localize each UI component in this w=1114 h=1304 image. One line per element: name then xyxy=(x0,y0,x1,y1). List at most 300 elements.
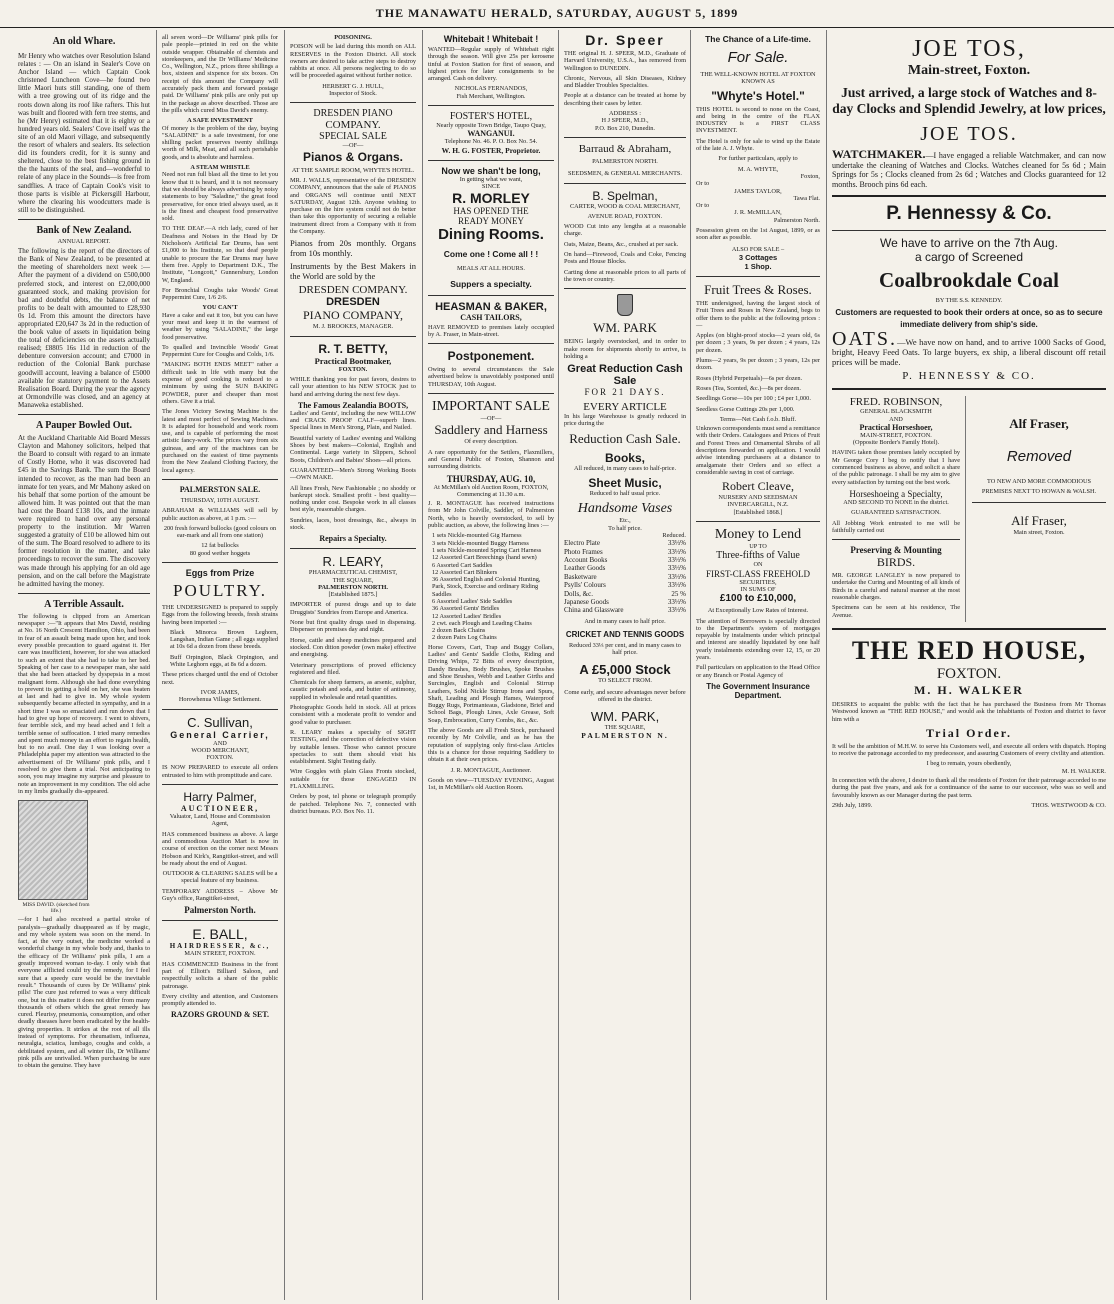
ad-text: It will be the ambition of M.H.W. to serve his Customers well, and execute all orders with dispatch. Hoping to receive the patronage accorded to my predecessor, and assuring Customers of every civility and attention. xyxy=(832,742,1106,758)
signature: M. H. WALKER. xyxy=(1061,767,1106,775)
list-item: 6 Assorted Ladies' Side Saddles xyxy=(432,597,513,605)
ad-text: DESIRES to acquaint the public with the fact that he has purchased the Business from Mr Thomas Westwood known as "THE RED HOUSE," and would ask the inhabitants of Foxton and district to favor him with a xyxy=(832,700,1106,723)
ad-heading: Come one ! Come all ! ! xyxy=(443,249,539,260)
ad-text: Instruments by the Best Makers in the World are sold by the xyxy=(290,261,416,282)
list-item: 12 Assorted Cart Breechings (hand sewn) xyxy=(432,554,537,562)
ad-heading: FIRST-CLASS FREEHOLD xyxy=(706,568,810,579)
ad-heading: Dining Rooms. xyxy=(438,226,544,244)
ad-text: Owing to several circumstances the Sale advertised below is unavoidably postponed until THURSDAY, 10th August. xyxy=(428,366,554,388)
ad-text: Orders by post, tel phone or telegraph promptly de patched. Telephone No. 7, connected with district bureaus. P.O. Box No. 11. xyxy=(290,793,416,815)
ad-subheading: THURSDAY, 10TH AUGUST. xyxy=(180,496,260,504)
ad-text: TO SELECT FROM. xyxy=(598,676,652,684)
ad-text: The above Goods are all Fresh Stock, purchased recently by Mr Colville, and as he has the reputation of supplying only first-class Articles this is a chance for those requiring Saddlery to obtain it at their own prices. xyxy=(428,727,554,764)
signature: IVOR JAMES, xyxy=(200,688,240,696)
ad-text: 80 good wether hoggets xyxy=(189,549,251,557)
ad-text: 12 fat bullocks xyxy=(201,542,239,550)
ad-heading: Reduction Cash Sale. xyxy=(569,430,681,446)
ad-heading: W. H. G. FOSTER, Proprietor. xyxy=(441,145,541,155)
article-text: Mr Henry who watches over Resolution Island relates : — On an island in Sealer's Cove on Anchor Island — which Captain Cook christened Luncheon Cove—he found two little Maori huts still standing, one of them with a tree growing out of its ridge and the roots down along its roof like rafters. This hut was built and floored with fern tree stems, and he (Mr Henry) estimated that it is eighty or a hundred years old. Sealers' Cove itself was the site of an old Maori village, and subsequently the resort of whalers and sealers. Its selection did its founders credit, for it is sunny and sheltered, close to the best fishing ground in the the haunts of the seal, and—wonderful to relate of any place in the Sounds—is free from sandflies. A trace of Captain Cook's visit to those parts is visible at Pickersgill Harbour, where the clearing his woodcutters made is still to be distinguished. xyxy=(18,52,150,214)
ad-text: WOOD MERCHANT, xyxy=(191,746,249,754)
ad-heading: Harry Palmer, xyxy=(183,790,257,805)
ad-text: —I have engaged a reliable Watchmaker, and can now undertake the cleaning of Watches and Clocks. Watches cleaned for 5s 6d ; Main Springs for 5s ; Clocks cleaned from 2s 6d ; Watches and Clocks guaranteed for 12 months. Brooch pins 6d each. xyxy=(832,151,1106,189)
ad-heading: DRESDEN xyxy=(326,296,380,309)
ad-text: IMPORTER of purest drugs and up to date Druggists' Sundries from Europe and America. xyxy=(290,601,416,616)
ad-text: Foxton, xyxy=(800,172,820,180)
ad-text: J. R. MONTAGUE has received instructions from Mr John Colville, Saddler, of Palmerston North, who is heavily overstocked, to sell by public auction, as above, the following lines :— xyxy=(428,500,554,530)
ad-text: MEALS AT ALL HOURS. xyxy=(457,265,525,273)
ad-heading: CRICKET AND TENNIS GOODS xyxy=(565,630,685,640)
signature: Inspector of Stock. xyxy=(329,90,377,98)
ad-text: IS NOW PREPARED to execute all orders entrusted to him with promptitude and care. xyxy=(162,764,278,779)
ad-heading: Alf Fraser, xyxy=(1009,416,1069,432)
ad-heading: The Government Insurance Department. xyxy=(706,681,810,700)
ad-heading: FOSTER'S HOTEL, xyxy=(449,111,533,123)
ad-text: WOOD Cut into any lengths at a reasonable charge. xyxy=(564,223,686,238)
ad-text: The Hotel is only for sale to wind up the Estate of the late A. J. Whyte. xyxy=(696,137,820,153)
ad-text: CARTER, WOOD & COAL MERCHANT, xyxy=(569,202,681,210)
article-heading: A Pauper Bowled Out. xyxy=(36,420,132,432)
ad-heading: HEASMAN & BAKER, xyxy=(435,300,547,313)
ad-text: Roses (Hybrid Perpetuals)—6s per dozen. xyxy=(696,374,803,382)
ad-text: Specimens can be seen at his residence, The Avenue. xyxy=(832,604,960,619)
ad-heading: Barraud & Abraham, xyxy=(578,142,672,155)
ad-text: Buff Orpington, Black Orpington, and White Leghorn eggs, at 8s 6d a dozen. xyxy=(170,653,278,669)
ad-text: UP TO xyxy=(749,543,767,551)
ad-text: All lines Fresh, New Fashionable ; no shoddy or bankrupt stock. Smallest profit - best quality—nothing under cost. Bespoke work in all classes best style, reasonable charges. xyxy=(290,484,416,514)
notice-heading: POISONING. xyxy=(334,34,372,41)
ad-heading: Alf Fraser, xyxy=(1011,513,1067,529)
table-row: Basketware 33⅓% xyxy=(564,572,686,581)
ad-heading: Money to Lend xyxy=(714,527,802,543)
ad-text: Seedless Gorse Cuttings 20s per 1,000. xyxy=(696,405,795,413)
ad-heading: "Whyte's Hotel." xyxy=(711,88,805,103)
ad-text: Pianos from 20s monthly. Organs from 10s monthly. xyxy=(290,238,416,259)
ad-text: H J SPEER, M.D., xyxy=(601,117,649,125)
article-heading: A Terrible Assault. xyxy=(44,598,124,610)
ad-text: Telephone No. 46. P. O. Box No. 54. xyxy=(444,138,538,146)
ad-heading: SPECIAL SALE xyxy=(319,131,387,143)
ad-text: PALMERSTON NORTH. xyxy=(592,157,658,165)
ad-text: Of money is the problem of the day, buying "SALADINE" is a safe investment, for one shilling packet preserves twenty shillings worth of Milk, Meat, and all such perishable goods, and is absolute and harmless. xyxy=(162,124,278,161)
ad-heading: Three-fifths of Value xyxy=(716,550,800,562)
ad-text: BY THE S.S. KENNEDY. xyxy=(935,297,1003,304)
ad-text: Oats, Maize, Beans, &c., crushed at per sack. xyxy=(564,240,679,248)
ad-text: ADDRESS : xyxy=(608,110,642,118)
ad-text: Nearly opposite Town Bridge, Taupo Quay, xyxy=(436,122,546,130)
column-3 xyxy=(286,30,420,1300)
article-subheading: ANNUAL REPORT. xyxy=(57,237,111,245)
table-row: Leather Goods 33⅓% xyxy=(564,564,686,573)
ad-heading: OATS. xyxy=(832,328,898,351)
ad-heading: WM. PARK xyxy=(593,320,657,336)
ad-heading: FOR 21 DAYS. xyxy=(584,387,666,398)
ad-text: Ladies' and Gents', including the new WILLOW and CRACK PROOF CALF—superb lines. Special lines in Men's Strong, Plain, and Nailed. xyxy=(290,409,416,432)
article-heading: Bank of New Zealand. xyxy=(36,224,132,236)
ad-text: SECURITIES, xyxy=(739,578,777,586)
ad-text: All reduced, in many cases to half-price. xyxy=(573,464,677,472)
ad-heading: Just arrived, a large stock of Watches and 8-day Clocks and Splendid Jewelry, at low prices, xyxy=(832,85,1106,116)
ad-text: READY MONEY xyxy=(458,216,524,227)
ad-heading: C. Sullivan, xyxy=(187,714,253,730)
list-item: 1 sets Nickle-mounted Gig Harness xyxy=(432,532,522,540)
ad-heading: A STEAM WHISTLE xyxy=(190,164,250,172)
ad-heading: Practical Horseshoer, xyxy=(859,422,933,432)
ad-heading: Preserving & Mounting xyxy=(850,545,942,556)
column-rule xyxy=(690,30,691,1300)
article-text: —for I had also received a partial stroke of paralysis—gradually disappeared as if by magic, and my whole system was soon on the mend. In fact, at the very outset, the medicine worked a wonderful change in my whole body and, thanks to the efficacy of Dr Williams' pink pills, I am a greatly improved woman to-day. I only wish that everyone afflicted could try the remedy, for I feel sure that a speedy cure would be the inevitable result." Thousands of cures by Dr Williams' pink pills! The cure just referred to was a very difficult one, but in this matter it does not differ from many thousands of others which the great remedy has cured. Fleurisy, pneumonia, consumption, and other deadly diseases have been eradicated by the health-giving properties. It strikes at the root of all ills instead of symptoms. For rheumatism, influenza, neuralgia, sciatica, lumbago, coughs and colds, a debilitated system, and all winter ills, Dr Williams' pink pills are unrivalled. When purchasing be sure to obtain the genuine. They have xyxy=(18,916,150,1070)
ad-text: AND xyxy=(889,415,903,423)
ad-text: I beg to remain, yours obediently, xyxy=(926,760,1012,768)
ad-text: —OF— xyxy=(342,142,364,150)
ad-text: MR. GEORGE LANGLEY is now prepared to undertake the Curing and Mounting of all kinds of Birds in a careful and natural manner at the most reasonable charges. xyxy=(832,572,960,602)
ad-text: None but first quality drugs used in dispensing. Dispenser on premises day and night. xyxy=(290,619,416,634)
ad-text: Or to xyxy=(696,202,710,210)
ad-heading: Fruit Trees & Roses. xyxy=(704,281,812,297)
ad-text: [Established 1868.] xyxy=(733,508,783,516)
column-4 xyxy=(424,30,558,1300)
ad-text: Valuator, Land, House and Commission Agent, xyxy=(169,813,271,828)
ad-heading: Removed xyxy=(1006,448,1072,466)
table-header: Reduced. xyxy=(662,531,686,539)
article-text: all seven word—Dr Williams' pink pills for pale people—printed in red on the white outside wrapper. Obtainable of chemists and storekeepers, and the Dr Williams' Medicine Co., Wellington, N.Z., prices three shillings a box, sixteen and sixpence for six boxes. On receipt of this amount the Company will accurately pack them and forward postage paid. Dr Williams' pink pills are only put up in the package as above described. Those are the pills which cured Miss David's enemy. xyxy=(162,34,278,114)
ad-heading: Books, xyxy=(604,450,645,465)
ad-heading: CASH TAILORS, xyxy=(460,312,522,322)
ad-text: Beautiful variety of Ladies' evening and Walking Shoes by best makers—Colonial, English and Continental. Large variety in Slippers, School Boots, Children's and Babies' Shoes—all prices. xyxy=(290,434,416,464)
ad-text: MR. J. WALLS, representative of the DRESDEN COMPANY, announces that the sale of PIANOS and ORGANS will continue until NEXT SATURDAY, August 12th. Anyone wishing to purchase on the hire system could not do better than take this opportunity of securing a reliable instrument direct from a Company with it from the Company. xyxy=(290,176,416,236)
ad-heading: WM. PARK, xyxy=(590,708,660,724)
ad-heading: HAIRDRESSER, &c., xyxy=(169,942,271,951)
ad-text: Black Minorca Brown Leghorn, Langshan, Indian Game ; all eggs supplied at 10s 6d a dozen from these breeds. xyxy=(170,628,278,651)
ad-heading: A SAFE INVESTMENT xyxy=(187,117,253,125)
ad-heading: EVERY ARTICLE xyxy=(583,401,667,414)
blacksmith-ad xyxy=(832,396,966,622)
ad-heading: Trial Order. xyxy=(926,725,1012,740)
article-text: The following is clipped from an American newspaper :—"It appears that Mrs David, residing at No. 16 North Crescent Hamilton, Ohio, had been in fear of an assault being made upon her, and took every possible precaution to guard against it. Her care was insufficient, however, for she was attacked to such an extent that she had to take to her bed. Speaking of her case to a newspaper man, she said that she had been attacked by dyspepsia in a most malignant form. Although she had done everything to prevent its getting a hold on her, she was beaten at last and had to give in. My whole system subsequently became affected in sympathy, and in a short time I was so emaciated and run down that I had to give up hope of recovery. I went to shivers, fear terrible sick, and my head ached and I felt a terrible sense of suffocation. I tried many remedies and spent much money in an effort to regain health, but to no avail. One day I was looking over a Philadelphia paper my attention was attracted to the advertisement of Dr Williams' pink pills, and I resolved to give them a trial. Not anticipating to soon, you may imagine my surprise and pleasure to note an improvement in my condition. The old ache in my limbs gradually dis-appeared. xyxy=(18,612,150,795)
ad-heading: THE RED HOUSE, xyxy=(851,635,1087,665)
ad-text: HAS COMMENCED Business in the front part of Elliott's Billiard Saloon, and respectfully solicits a share of the public patronage. xyxy=(162,960,278,990)
ad-text: Horse, cattle and sheep medicines prepared and stocked. Con dition powder (own make) effective and energising. xyxy=(290,636,416,659)
ad-heading: 3 Cottages xyxy=(738,252,778,262)
ad-text: Carting done at reasonable prices to all parts of the town or country. xyxy=(564,268,686,283)
ad-text: Main street, Foxton. xyxy=(1013,529,1065,537)
ad-text: Plums—2 years, 9s per dozen ; 3 years, 12s per dozen. xyxy=(696,357,820,372)
table-row: Psylls' Colours 33⅓% xyxy=(564,581,686,590)
ad-text: Reduced 33⅓ per cent, and in many cases to half price. xyxy=(569,642,681,657)
ad-heading: AUCTIONEER, xyxy=(180,804,260,814)
ad-text: Sundries, laces, boot dressings, &c., always in stock. xyxy=(290,516,416,531)
ad-heading: DRESDEN PIANO xyxy=(313,108,393,120)
ad-text: SINCE xyxy=(481,182,501,190)
ad-text: At McMillan's old Auction Room, FOXTON, xyxy=(433,483,549,491)
ad-text: AVENUE ROAD, FOXTON. xyxy=(587,212,663,220)
ad-text: All Jobbing Work entrusted to me will be faithfully carried out xyxy=(832,519,960,534)
list-item: 36 Assorted English and Colonial Hunting, Park, Stock, Exercise and ordinary Riding Saddles xyxy=(432,576,541,598)
fraser-ad xyxy=(972,396,1106,622)
ad-text: [Established 1875.] xyxy=(328,591,378,599)
column-rule xyxy=(826,30,827,1300)
ad-heading: R. LEARY, xyxy=(322,554,384,570)
table-row: Electro Plate 33⅓% xyxy=(564,539,686,548)
ad-text: TO NEW AND MORE COMMODIOUS PREMISES NEXT TO HOWAN & WALSH. xyxy=(981,478,1097,496)
ad-heading: FOXTON. xyxy=(936,665,1002,682)
ad-heading: Saddlery and Harness xyxy=(434,422,548,438)
ad-text: AND xyxy=(213,739,227,747)
ad-text: GENERAL BLACKSMITH xyxy=(860,408,932,416)
ad-heading: PALMERSTON SALE. xyxy=(179,484,261,494)
signature: Fish Merchant, Wellington. xyxy=(456,92,526,100)
table-row: Account Books 33⅓% xyxy=(564,556,686,565)
ad-text: OUTDOOR & CLEARING SALES will be a special feature of my business. xyxy=(162,870,278,885)
article-heading: An old Whare. xyxy=(52,36,116,47)
ad-heading: For Sale. xyxy=(727,49,789,66)
ad-heading: R. MORLEY xyxy=(452,190,530,207)
ad-heading: The Famous Zealandia BOOTS, xyxy=(297,400,409,410)
ad-text: Roses (Tea, Scented, &c.)—8s per dozen. xyxy=(696,384,801,392)
ad-text: PHARMACEUTICAL CHEMIST, xyxy=(308,569,398,577)
ad-heading: General Carrier, xyxy=(170,729,270,740)
ad-text: THE undersigned, having the largest stock of Fruit Trees and Roses in New Zealand, begs to offer them to the public at the following prices :— xyxy=(696,299,820,329)
ad-text: The attention of Borrowers is specially directed to the Department's system of mortgages repayable by instalments under which principal and interest are steadily liquidated by one half yearly instalments extending over 12, 15, or 20 years. xyxy=(696,617,820,662)
ad-text: Goods on view—TUESDAY EVENING, August 1st, in McMillan's old Auction Room. xyxy=(428,776,554,792)
ad-heading: WANGANUI. xyxy=(467,129,515,139)
ad-text: Have a cake and eat it too, but you can have your meat and keep it in the warmest of weather by using "SALADINE," the large food preservative. xyxy=(162,311,278,341)
ad-text: IN SUMS OF xyxy=(740,585,776,593)
ad-heading: POULTRY. xyxy=(173,581,267,600)
ad-heading: Customers are requested to book their orders at once, so as to secure immediate delivery from ship's side. xyxy=(835,308,1103,330)
ad-text: —We have now on hand, and to arrive 1000 Sacks of Good, bright, Heavy Feed Oats. To large buyers, ex ship, a liberal discount off retail prices will be made. xyxy=(832,337,1106,368)
ad-text: In connection with the above, I desire to thank all the residents of Foxton for their patronage accorded to me during the past five years, and ask for a continuance of the same to our successor, who was so well and favourably known as our Manager during the past term. xyxy=(832,777,1106,799)
notice-text: POISON will be laid during this month on ALL RESERVES in the Foxton District. All stock owners are desired to take active steps to destroy rabbits at once. All persons neglecting to do so will be proceeded against without further notice. xyxy=(290,43,416,80)
ad-heading: Sheet Music, xyxy=(588,476,662,491)
ad-text: WHILE thanking you for past favors, desires to call your attention to his NEW STOCK just to hand and arriving during the next few days. xyxy=(290,375,416,398)
table-row: Japanese Goods 33⅓% xyxy=(564,598,686,607)
column-7 xyxy=(828,30,1110,1300)
column-2 xyxy=(158,30,282,1300)
ad-heading: COMPANY. xyxy=(325,119,381,132)
ad-text: Need not run full blast all the time to let you know that it is heard, and it is not necessary that we should be always advertising by noisy statements to buy "Saladine," the great food preservative, for once tried always used, as it is the finest and cheapest food preservative sold. xyxy=(162,171,278,223)
ad-heading: PIANO COMPANY, xyxy=(302,308,404,323)
ad-text: AT THE SAMPLE ROOM, WHYTE'S HOTEL. xyxy=(291,166,415,174)
column-rule xyxy=(284,30,285,1300)
list-item: 1 sets Nickle-mounted Spring Cart Harness xyxy=(432,546,542,554)
signature: NICHOLAS FERNANDOS, xyxy=(454,85,528,93)
ad-text: THIS HOTEL is second to none on the Coast, and being in the centre of the FLAX INDUSTRY is a FIRST CLASS INVESTMENT. xyxy=(696,105,820,135)
ad-text: Photographic Goods held in stock. All at prices consistent with a moderate profit to vendor and good value to purchaser. xyxy=(290,704,416,726)
ad-heading: Whitebait ! Whitebait ! xyxy=(443,34,539,44)
ad-text: HAS commenced business as above. A large and commodious Auction Mart is now in course of erection on the corner next Messrs Hobson and Kirk's, Rangitikei-street, and will be ready about the end of August. xyxy=(162,830,278,867)
ad-heading: Now we shan't be long, xyxy=(441,165,541,176)
column-rule xyxy=(558,30,559,1300)
ad-text: These prices charged until the end of October next. xyxy=(162,671,278,686)
ad-heading: Pianos & Organs. xyxy=(302,149,404,164)
illustration-caption: MISS DAVID. (sketched from life.) xyxy=(22,902,90,915)
list-item: 2 cwt. each Plough and Leading Chains xyxy=(432,619,532,627)
ad-heading: Postponement. xyxy=(447,349,535,364)
ad-text: Reduced to half usual price. xyxy=(589,490,661,498)
ad-heading: Main-street, Foxton. xyxy=(907,63,1031,78)
ad-heading: R. T. BETTY, xyxy=(318,341,388,356)
ad-text: Chemicals for sheep farmers, as arsenic, sulphur, caustic potash and soda, and butter of antimony, supplied in wholesale and retail quantities. xyxy=(290,679,416,701)
ad-text: THE WELL-KNOWN HOTEL AT FOXTON xyxy=(700,71,816,78)
reduction-table xyxy=(564,539,686,615)
ad-text: Terms—Net Cash f.o.b. Bluff. xyxy=(719,415,797,423)
ad-heading: £100 to £10,000, xyxy=(719,593,797,605)
ad-text: Of every description. xyxy=(464,438,518,446)
ad-text: Come early, and secure advantages never before offered in the district. xyxy=(564,689,686,704)
ad-heading: PALMERSTON N. xyxy=(581,730,669,740)
ad-text: HAS OPENED THE xyxy=(453,206,529,217)
ad-heading: BIRDS. xyxy=(876,555,916,570)
ad-heading: Great Reduction Cash Sale xyxy=(567,363,683,388)
ad-text: ON xyxy=(753,561,763,569)
table-row: Photo Frames 33⅓% xyxy=(564,547,686,556)
ad-text: For further particulars, apply to xyxy=(718,155,798,163)
ad-text: GUARANTEED SATISFACTION. xyxy=(851,509,941,517)
ad-text: Wire Goggles with plain Glass Fronts stocked, suitable for those ENGAGED IN FLAXMILLING. xyxy=(290,768,416,790)
ad-text: GUARANTEED—Men's Strong Working Boots—OWN MAKE. xyxy=(290,466,416,482)
ad-text: Palmerston North. xyxy=(773,216,820,224)
ad-text: THE UNDERSIGNED is prepared to supply Eggs from the following breeds, fresh strains having been imported :— xyxy=(162,604,278,626)
ad-heading: Dr. Speer xyxy=(585,32,665,48)
ad-heading: Suppers a specialty. xyxy=(450,278,532,289)
ad-text: TEMPORARY ADDRESS – Above Mr Guy's office, Rangitikei-street, xyxy=(162,887,278,903)
table-row: Dolls, &c. 25 % xyxy=(564,589,686,598)
ad-heading: IMPORTANT SALE xyxy=(432,399,550,415)
ad-text: MAIN-STREET, FOXTON. xyxy=(860,431,932,439)
ad-heading: Eggs from Prize xyxy=(185,568,255,578)
ad-text: JAMES TAYLOR, xyxy=(734,187,782,195)
list-item: 12 Assorted Cart Blinkers xyxy=(432,568,498,576)
lamp-icon xyxy=(617,294,633,316)
list-item: 3 sets Nickle-mounted Buggy Harness xyxy=(432,539,529,547)
ad-text: At Exceptionally Low Rates of Interest. xyxy=(707,607,809,615)
ad-text: AND SECOND TO NONE in the district. xyxy=(843,498,949,506)
ad-text: (Opposite Border's Family Hotel). xyxy=(852,439,940,447)
ad-text: Horse Covers, Cart, Trap and Buggy Collars, Ladies' and Gents' Saddle Cloths, Riding and Driving Whips, 72 Bitts of every description, Dandy Brushes, Body Brushes, Spoke Brushes and Shoe Brushes, Webb and Leather Girths and Surcingles, English and Colonial Stirrup Leathers, Solid Nickle Stirrup Irons and Spurs, Shaft, Leading and Plough Hames, Waterproof Buggy Rugs, Portmanteaus, Gladstone, Brief and School Bags, Plough Lines, Axle Grease, Soft Soap, Embrocation, Curry Combs, &c., &c. xyxy=(428,643,554,724)
signature: HERBERT G. J. HULL, xyxy=(322,82,384,90)
ad-heading: THURSDAY, AUG. 10, xyxy=(446,473,536,484)
ad-text: In getting what we want, xyxy=(459,175,523,183)
saddlery-item-list xyxy=(428,532,554,641)
list-item: 36 Assorted Gents' Bridles xyxy=(432,605,500,613)
list-item: 2 dozen Back Chains xyxy=(432,627,486,635)
ad-text: M. J. BROOKES, MANAGER. xyxy=(312,323,394,331)
list-item: 2 dozen Pairs Log Chains xyxy=(432,634,497,642)
ad-text: Etc., xyxy=(619,517,631,525)
ad-text: On hand—Firewood, Coals and Coke, Fencing Posts and House Blocks. xyxy=(564,251,686,266)
ad-heading: FRED. ROBINSON, xyxy=(849,396,943,409)
table-row: China and Glassware 33⅓% xyxy=(564,606,686,615)
ad-text: Veterinary prescriptions of proved efficiency registered and filed. xyxy=(290,661,416,676)
ad-heading: 1 Shop. xyxy=(744,261,772,271)
ad-heading: WATCHMAKER. xyxy=(832,147,926,161)
ad-text: And in many cases to half price. xyxy=(584,617,666,625)
ad-text: THE SQUARE, xyxy=(332,576,374,584)
ad-text: HAVE REMOVED to premises lately occupied by A. Fraser, in Main-street. xyxy=(428,323,554,338)
ad-text: M. A. WHYTE, xyxy=(737,165,779,173)
date: 29th July, 1899. xyxy=(832,801,873,809)
column-5 xyxy=(560,30,690,1300)
ad-heading: Palmerston North. xyxy=(184,905,256,916)
signature: J. R. MONTAGUE, Auctioneer. xyxy=(450,766,532,774)
ad-text: FOXTON. xyxy=(206,754,234,762)
ad-heading: a cargo of Screened xyxy=(914,250,1024,264)
ad-text: R. LEARY makes a specialty of SIGHT TESTING, and the correction of defective vision by suitable lenses. Those who cannot procure spectacles to suit them should visit his establishment. Sight Testing daily. xyxy=(290,728,416,766)
ad-heading: Coalbrookdale Coal xyxy=(879,268,1059,292)
ad-heading: DRESDEN COMPANY. xyxy=(298,284,408,297)
ad-heading: Horseshoeing a Specialty, xyxy=(849,488,943,499)
article-text: The following is the report of the directors of the Bank of New Zealand, to be presented at the meeting of shareholders next week :—After the payment of a dividend on £500,000 preferred stock, and interest on £2,000,000 guaranteed stock, and making provision for bad and doubtful debts, the balance of net profits to be dealt with amounted to £28,930 0s 1d. From this amount the directors have appropriated £20,647 3s 2d in the reduction of the book value of assets in liquidation being the total of deficiencies on the assets actually realised; £8805 16s 11d in reduction of the debenture conversion account; and £7000 in reduction of the Colonial Bank purchase goodwill account, leaving a balance of £5000 available for statutory payment to the Assets Realisation Board. During the year the agency at Ormondville was closed, and an agency at Manaweka established. xyxy=(18,247,150,409)
column-rule xyxy=(156,30,157,1300)
ad-heading: A £5,000 Stock xyxy=(579,661,671,677)
ad-heading: M. H. WALKER xyxy=(914,682,1024,697)
ad-heading: RAZORS GROUND & SET. xyxy=(170,1010,270,1020)
ad-text: HAVING taken those premises lately occupied by Mr George Cory I beg to notify that I have commenced business as above, and solicit a share of the public patronage. I shall be my aim to give every satisfaction by turning out the best work. xyxy=(832,449,960,486)
ad-text: BEING largely overstocked, and in order to make room for shipments shortly to arrive, is holding a xyxy=(564,338,686,360)
masthead: THE MANAWATU HERALD, SATURDAY, AUGUST 5, 1899 xyxy=(0,0,1114,28)
ad-text: Or to xyxy=(696,180,710,188)
ad-text: In his large Warehouse is greatly reduced in price during the xyxy=(564,413,686,428)
portrait-illustration xyxy=(18,800,88,900)
ad-text: The Jones Victory Sewing Machine is the latest and most perfect of Sewing Machines. It is adapted for household and work room use, and is capable of performing the most artistic fancy-work. The prices vary from six guineas, and any of the machines can be purchased on the easiest of time payments from the New Zealand Clothing Factory, the local agency. xyxy=(162,408,278,474)
ad-text: —OF— xyxy=(480,415,502,423)
ad-text: Every civility and attention, and Customers promptly attended to. xyxy=(162,992,278,1008)
list-item: 6 Assorted Cart Saddles xyxy=(432,561,493,569)
ad-heading: Practical Bootmaker, xyxy=(314,355,392,366)
ad-text: Apples (on blight-proof stocks—2 years old, 6s per dozen ; 3 years, 9s per dozen ; 4 years, 12s per dozen. xyxy=(696,332,820,354)
ad-text: THE SQUARE, xyxy=(604,723,646,731)
ad-text: A rare opportunity for the Settlers, Flaxmillers, and General Public of Foxton, Shannon and surrounding districts. xyxy=(428,448,554,471)
ad-heading: The Chance of a Life-time. xyxy=(705,34,811,44)
article-text: At the Auckland Charitable Aid Board Messrs Clayton and Mahoney solicitors, helped that the Board to consult with regard to an inmate of Costly Home, who it was discovered had £45 in the Savings Bank. The sum the Board intended to recover, as the man had been an inmate for ten years, and Mr Mahony asked on his behalf that some portion of the amount be allowed him. It was pointed out that the man had cost the Board £138 10s, and the inmate were required to hand over any personal property to the institution. Mr Warren suggested a gratuity of £10 be allowed him out of the sum. The Board resolved to adhere to its former resolution in the matter, and take proceedings to recover the sum. The discovery was made through his applying for an old age pension, and on the call before the Magistrate he admitted having the money. xyxy=(18,434,150,588)
ad-heading: JOE TOS. xyxy=(920,123,1018,145)
ad-text: People at a distance can be treated at home by describing their cases by letter. xyxy=(564,92,686,107)
ad-heading: Repairs a Specialty. xyxy=(319,534,387,544)
ad-text: NURSERY AND SEEDSMAN xyxy=(718,494,798,502)
ad-heading: Robert Cleave, xyxy=(722,479,794,494)
ad-text: Unknown correspondents must send a remittance with their Orders. Catalogues and Prices of Fruit and Forest Trees and Ornamental Shrubs of all descriptions forwarded on application. I would advise intending purchasers at a distance to amalgamate their Orders and so effect a considerable saving in cost of carriage. xyxy=(696,425,820,476)
ad-heading: JOE TOS, xyxy=(912,36,1026,62)
ad-text: Commencing at 11.30 a.m. xyxy=(457,490,525,498)
ad-text: Tawa Flat. xyxy=(793,194,820,202)
ad-heading: B. Spelman, xyxy=(592,188,658,203)
ad-text: Seedlings Gorse—10s per 100 ; £4 per 1,000. xyxy=(696,395,811,403)
ad-text: Possession given on the 1st August, 1899, or as soon after as possible. xyxy=(696,227,820,242)
ad-text: MAIN STREET, FOXTON. xyxy=(184,950,256,958)
ad-text: THE original H. J. SPEER, M.D., Graduate of Harvard University, U.S.A., has removed from Wellington to DUNEDIN. xyxy=(564,50,686,72)
ad-text: Chronic, Nervous, all Skin Diseases, Kidney and Bladder Troubles Specialties. xyxy=(564,74,686,90)
ad-text: PALMERSTON NORTH. xyxy=(318,583,388,591)
ad-heading: P. Hennessy & Co. xyxy=(886,203,1052,224)
ad-text: ALSO FOR SALE – xyxy=(731,245,785,253)
signature: Horowhenua Village Settlement. xyxy=(178,696,262,704)
ad-heading: FOXTON. xyxy=(338,365,368,373)
ad-text: 200 fresh forward bullocks (good colours on ear-mark and all from one station) xyxy=(163,524,277,540)
signature: THOS. WESTWOOD & CO. xyxy=(1031,801,1106,809)
list-item: 12 Assorted Ladies' Bridles xyxy=(432,612,502,620)
ad-text: For Bronchial Coughs take Woods' Great Peppermint Cure, 1/6 2/6. xyxy=(162,286,278,302)
ad-text: SEEDSMEN, & GENERAL MERCHANTS. xyxy=(568,170,682,178)
ad-text: P.O. Box 210, Dunedin. xyxy=(595,124,655,132)
ad-text: KNOWN AS xyxy=(741,78,775,86)
ad-heading: YOU CAN'T xyxy=(202,304,238,312)
column-rule xyxy=(422,30,423,1300)
ad-heading: Handsome Vases xyxy=(577,501,673,517)
ad-heading: We have to arrive on the 7th Aug. xyxy=(880,236,1058,250)
ad-text: Full particulars on application to the Head Office or any Branch or Postal Agency of xyxy=(696,664,820,679)
ad-heading: P. HENNESSY & CO. xyxy=(902,370,1036,383)
ad-text: TO THE DEAF.—A rich lady, cured of her Deafness and Noises in the Head by Dr Nicholson's Artificial Ear Drums, has sent £1,000 to his Institute, so that deaf people unable to procure the Ear Drums may have them free. Apply to Department D.K., The Institute, "Longcott," Gunnersbury, London W, England. xyxy=(162,225,278,284)
